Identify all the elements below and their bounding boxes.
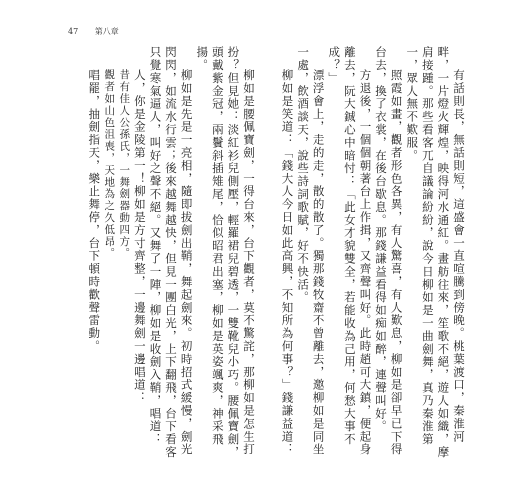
poem-block: [101, 46, 131, 466]
left-page-text: [68, 46, 256, 466]
paragraph: 柳如是腰佩寶劍，一得台來，台下觀者，莫不驚詫，那柳如是怎生打扮？但見她：淡紅衫兒側壓，輕羅裙兒碧透，一雙靴兒小巧。腰佩寶劍，頭戴紫金冠，兩鬢斜插雉尾，恰似昭君出塞，柳如是英姿颯爽，神采飛揚。: [195, 46, 256, 459]
paragraph: 方退後，一個個朝著台上作揖，又齊聲叫好。此時趙可大鎮，便起身離去，阮大鋮心中暗忖：「此女才貌雙全，若能收為己用，何愁大事不成？」: [327, 46, 373, 456]
paragraph: 柳如是先是一亮相，隨即拔劍出鞘，舞起劍來。初時招式緩慢，劍光閃閃，如流水行雲；後來越舞越快，但見一團白光，上下翻飛，台下看客只覺寒氣逼人，叫好之聲不絕。又舞了一陣，柳如是收劍入鞘，唱道：: [148, 46, 194, 459]
page-number: 47: [68, 27, 79, 36]
paragraph: 柳如是笑道：「錢大人今日如此高興，不知所為何事？」錢謙益道：: [280, 69, 295, 456]
chapter-title: 第八章: [94, 27, 119, 36]
paragraph: 照霞如畫，觀者形色各異，有人驚喜，有人歎息，柳如是卻早已下得台去，換了衣裳，在後台歇息。那錢謙益看得如痴如醉，連聲叫好。: [374, 46, 404, 456]
poem-line: 觀者如山色沮喪，天地為之久低昂。: [103, 69, 116, 260]
page-header: [68, 26, 133, 37]
paragraph: 人，你是金陵第一！柳如是方寸齊整，一邊舞劍一邊唱道：: [132, 69, 147, 405]
right-page-text: [278, 46, 466, 466]
paragraph: 有話則長，無話則短，這盛會一直喧騰到傍晚。桃葉渡口，秦淮河畔，一片燈火輝煌，映得河水通紅。畫舫往來，笙歌不絕，遊人如織，摩肩接踵。那些看客兀自議論紛紛，說今日柳如是一曲劍舞，真乃秦淮第一，眾人無不歎服。: [405, 46, 466, 459]
paragraph: 漂浮會上，走的走，散的散了。獨那錢牧齋不曾離去，邀柳如是同坐一處，飲酒談天，說些詩詞歌賦，好不快活。: [296, 46, 326, 456]
poem-line: 昔有佳人公孫氏，一舞劍器動四方。: [118, 69, 131, 260]
closing-paragraph: 唱罷，抽劍指天，樂止舞停，台下頓時歡聲雷動。: [87, 69, 102, 353]
